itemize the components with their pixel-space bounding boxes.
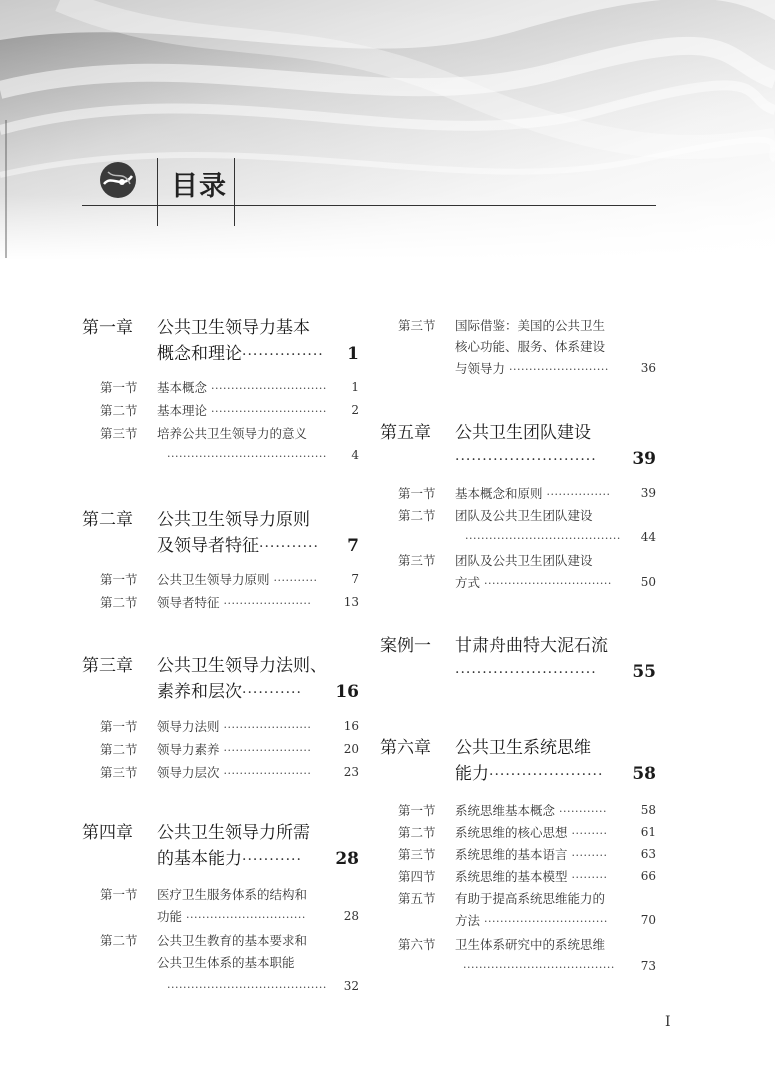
toc-section[interactable] [82,569,359,590]
section-number: 第六节 [398,937,436,952]
section-number: 第二节 [100,595,138,610]
section-title: 系统思维的基本语言 ········· [455,847,608,862]
toc-section[interactable] [82,739,359,760]
section-page: 7 [351,572,359,586]
chapter-title-line: 公共卫生领导力法则、 [157,656,327,676]
toc-section[interactable] [380,505,656,549]
section-title: 团队及公共卫生团队建设 [455,508,593,523]
section-title: 功能 ······························ [157,909,306,924]
section-page: 70 [640,913,656,927]
section-title: 国际借鉴：美国的公共卫生 [455,318,606,333]
chapter-page: 58 [632,764,656,784]
chapter-number: 第四章 [82,823,133,843]
section-title: 公共卫生教育的基本要求和 [157,933,308,948]
toc-section[interactable] [380,550,656,594]
chapter-title-line: 公共卫生领导力原则 [157,510,310,530]
section-page: 73 [640,959,656,973]
toc-section[interactable] [82,716,359,737]
section-title: 系统思维的核心思想 ········· [455,825,608,840]
section-number: 第三节 [100,765,138,780]
section-page: 4 [351,448,359,462]
section-page: 32 [343,979,359,993]
toc-section[interactable] [380,483,656,504]
section-number: 第一节 [398,803,436,818]
toc-section[interactable] [82,400,359,421]
section-title: 医疗卫生服务体系的结构和 [157,887,308,902]
section-number: 第三节 [398,553,436,568]
section-number: 第三节 [398,847,436,862]
chapter-title-line: 及领导者特征··········· [157,536,319,556]
chapter-page: 55 [632,662,656,682]
section-number: 第一节 [100,719,138,734]
chapter-page: 28 [335,849,359,869]
section-page: 2 [351,403,359,417]
section-page: 13 [343,595,359,609]
toc-header [82,158,656,226]
section-title: 基本理论 ····························· [157,403,327,418]
section-page: 44 [640,530,656,544]
chapter-page: 16 [335,682,359,702]
section-title: 系统思维基本概念 ············ [455,803,607,818]
toc-chapter[interactable] [380,420,656,476]
toc-section[interactable] [82,377,359,398]
chapter-title-line: 素养和层次··········· [157,682,302,702]
chapter-number: 案例一 [380,636,431,656]
section-title: 领导力素养 ······················ [157,742,312,757]
section-page: 39 [640,486,656,500]
chapter-page: 1 [347,344,359,364]
chapter-title-line: 甘肃舟曲特大泥石流 [455,636,608,656]
toc-section[interactable] [380,866,656,887]
chapter-title-line: 概念和理论··············· [157,344,324,364]
chapter-number: 第一章 [82,318,133,338]
section-number: 第二节 [398,825,436,840]
section-title: 领导力层次 ······················ [157,765,312,780]
section-title: 基本概念和原则 ················ [455,486,611,501]
toc-chapter[interactable] [380,633,656,689]
section-number: 第二节 [100,742,138,757]
chapter-title-line: 公共卫生团队建设 [455,423,591,443]
toc-section[interactable] [82,884,359,928]
chapter-dots: ·························· [455,452,597,468]
page-number: I [665,1014,671,1030]
section-title: 团队及公共卫生团队建设 [455,553,593,568]
section-title: 卫生体系研究中的系统思维 [455,937,606,952]
chapter-page: 39 [632,449,656,469]
chapter-number: 第六章 [380,738,431,758]
title-divider-right [234,158,235,226]
toc-section[interactable] [380,888,656,932]
section-page: 20 [343,742,359,756]
chapter-number: 第五章 [380,423,431,443]
toc-chapter[interactable] [82,507,359,563]
section-title: 方式 ································ [455,575,612,590]
toc-section[interactable] [82,592,359,613]
toc-chapter[interactable] [380,735,656,791]
toc-section[interactable] [380,822,656,843]
section-page: 28 [343,909,359,923]
chapter-title-line: 的基本能力··········· [157,849,302,869]
section-page: 58 [640,803,656,817]
section-number: 第一节 [100,380,138,395]
toc-section[interactable] [380,315,656,379]
title-divider-left [157,158,158,226]
toc-section[interactable] [380,934,656,978]
section-title: 培养公共卫生领导力的意义 [157,426,308,441]
section-title: 公共卫生领导力原则 ··········· [157,572,318,587]
section-title: 方法 ······························· [455,913,608,928]
section-number: 第五节 [398,891,436,906]
section-page: 1 [351,380,359,394]
chapter-title-line: 能力····················· [455,764,604,784]
section-title: 系统思维的基本模型 ········· [455,869,608,884]
chapter-title-line: 公共卫生领导力所需 [157,823,310,843]
toc-chapter[interactable] [82,820,359,876]
section-page: 23 [343,765,359,779]
chapter-number: 第三章 [82,656,133,676]
section-page: 50 [640,575,656,589]
section-number: 第一节 [100,887,138,902]
section-title: 公共卫生体系的基本职能 [157,955,295,970]
section-title: 核心功能、服务、体系建设 [455,339,606,354]
section-number: 第三节 [100,426,138,441]
section-dots: ······································ [463,961,615,974]
toc-section[interactable] [82,762,359,783]
section-number: 第二节 [398,508,436,523]
chapter-dots: ·························· [455,665,597,681]
toc-section[interactable] [82,423,359,465]
section-title: 有助于提高系统思维能力的 [455,891,606,906]
page-title: 目录 [171,171,227,202]
section-page: 61 [640,825,656,839]
toc-chapter[interactable] [82,315,359,371]
book-logo-icon [98,160,138,200]
section-title: 领导力法则 ······················ [157,719,312,734]
chapter-number: 第二章 [82,510,133,530]
section-number: 第一节 [100,572,138,587]
chapter-title-line: 公共卫生领导力基本 [157,318,310,338]
section-title: 基本概念 ····························· [157,380,327,395]
section-page: 63 [640,847,656,861]
section-dots: ······································· [465,532,621,545]
section-page: 36 [640,361,656,375]
section-title: 领导者特征 ······················ [157,595,312,610]
section-page: 66 [640,869,656,883]
toc-section[interactable] [82,930,359,996]
section-page: 16 [343,719,359,733]
section-number: 第二节 [100,403,138,418]
section-number: 第三节 [398,318,436,333]
section-number: 第一节 [398,486,436,501]
toc-section[interactable] [380,844,656,865]
section-dots: ········································ [167,981,327,994]
toc-chapter[interactable] [82,653,359,709]
toc-section[interactable] [380,800,656,821]
section-title: 与领导力 ························· [455,361,609,376]
section-number: 第四节 [398,869,436,884]
section-dots: ········································ [167,450,327,463]
chapter-title-line: 公共卫生系统思维 [455,738,591,758]
title-underline [82,205,656,206]
section-number: 第二节 [100,933,138,948]
chapter-page: 7 [347,536,359,556]
